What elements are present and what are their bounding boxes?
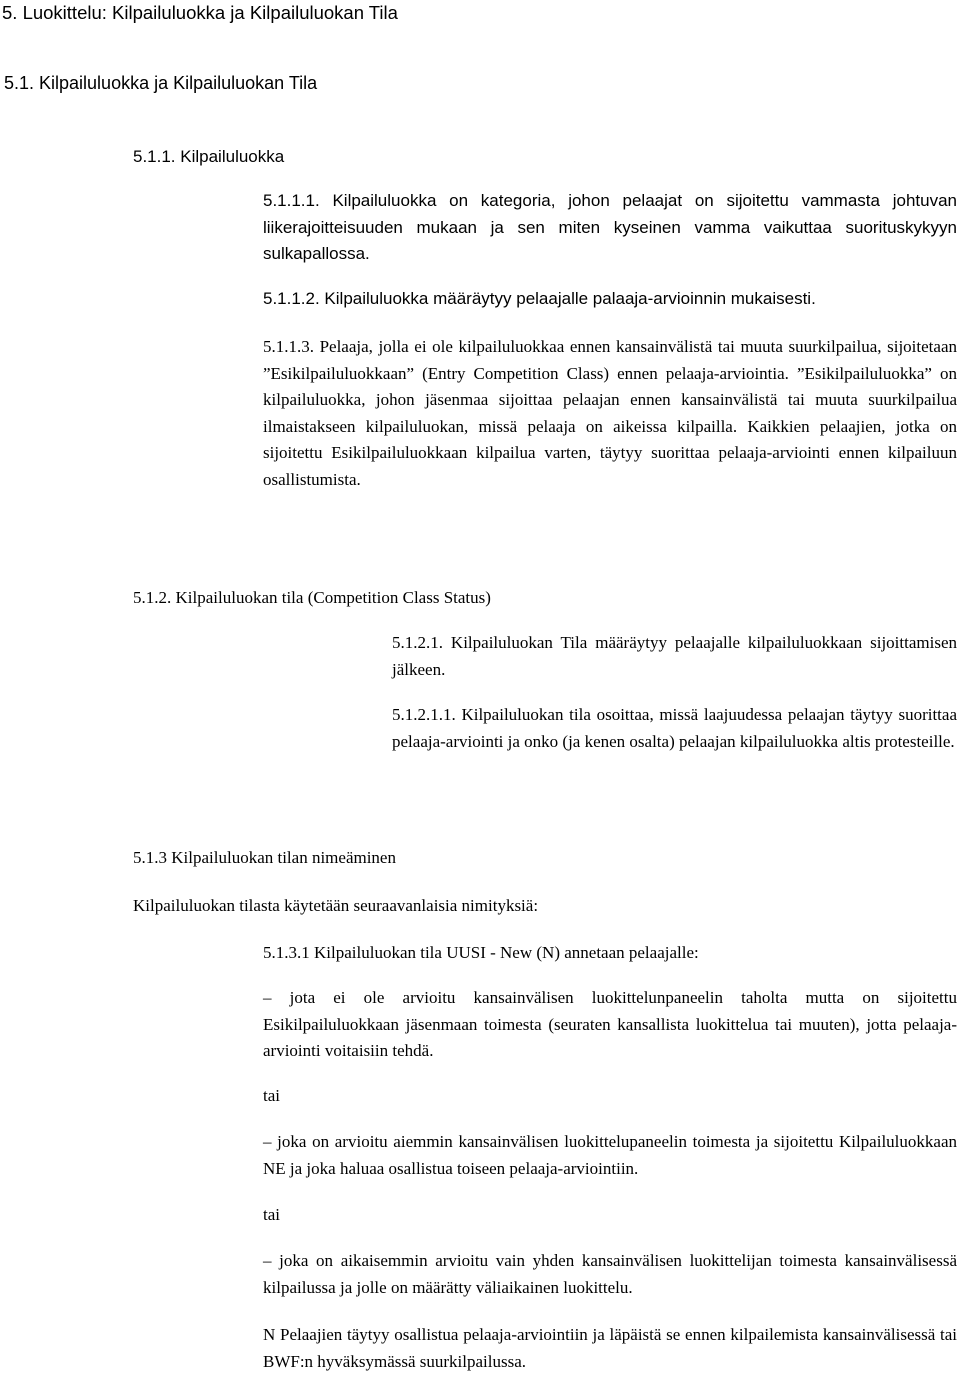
or-separator: tai — [263, 1086, 280, 1105]
paragraph-5-1-2-1-1: 5.1.2.1.1. Kilpailuluokan tila osoittaa, missä laajuudessa pelaajan täytyy suorittaa pelaaja-arviointi ja onko (ja kenen osalta) pelaajan kilpailuluokka altis protesteille. — [392, 705, 957, 751]
paragraph-5-1-1-3: 5.1.1.3. Pelaaja, jolla ei ole kilpailuluokkaa ennen kansainvälistä tai muuta suurkilpailua, sijoitetaan ”Esikilpailuluokkaan” (Entry Competition Class) ennen pelaaja-arviointia. ”Esikilpailuluokka” on kilpailuluokka, johon jäsenmaa sijoittaa pelaajan ennen kansainvälistä tai muuta suurkilpailua ilmaistakseen kilpailuluokan, missä pelaaja on aikeissa kilpailla. Kaikkien pelaajien, jotka on sijoitettu Esikilpailuluokkaan kilpailua varten, täytyy suorittaa pelaaja-arviointi ennen kilpailuun osallistumista. — [263, 337, 957, 489]
section-5-heading: 5. Luokittelu: Kilpailuluokka ja Kilpailuluokan Tila — [2, 2, 398, 23]
section-5-1-heading: 5.1. Kilpailuluokka ja Kilpailuluokan Tila — [4, 73, 318, 93]
paragraph-5-1-1-2: 5.1.1.2. Kilpailuluokka määräytyy pelaajalle palaaja-arvioinnin mukaisesti. — [263, 289, 816, 308]
section-5-1-3-heading: 5.1.3 Kilpailuluokan tilan nimeäminen — [133, 848, 396, 867]
section-5-1-2-heading: 5.1.2. Kilpailuluokan tila (Competition Class Status) — [133, 588, 491, 607]
bullet-item: – joka on aikaisemmin arvioitu vain yhden kansainvälisen luokittelijan toimesta kansainvälisessä kilpailussa ja jolle on määrätty väliaikainen luokittelu. — [263, 1251, 957, 1297]
paragraph-5-1-1-1: 5.1.1.1. Kilpailuluokka on kategoria, johon pelaajat on sijoitettu vammasta johtuvan liikerajoitteisuuden mukaan ja sen miten kyseinen vamma vaikuttaa suorituskykyyn sulkapallossa. — [263, 191, 957, 263]
intro-5-1-3: Kilpailuluokan tilasta käytetään seuraavanlaisia nimityksiä: — [133, 896, 539, 915]
bullet-item: – jota ei ole arvioitu kansainvälisen luokittelunpaneelin taholta mutta on sijoitettu Esikilpailuluokkaan jäsenmaan toimesta (seuraten kansallista luokittelua tai muuten), jotta pelaaja-arviointi voitaisiin tehdä. — [263, 988, 957, 1060]
paragraph-5-1-2-1: 5.1.2.1. Kilpailuluokan Tila määräytyy pelaajalle kilpailuluokkaan sijoittamisen jälkeen. — [392, 633, 957, 679]
note-n: N Pelaajien täytyy osallistua pelaaja-arviointiin ja läpäistä se ennen kilpailemista kansainvälisessä tai BWF:n hyväksymässä suurkilpailussa. — [263, 1325, 957, 1371]
bullet-item: – joka on arvioitu aiemmin kansainvälisen luokittelupaneelin toimesta ja sijoitettu Kilpailuluokkaan NE ja joka haluaa osallistua toiseen pelaaja-arviointiin. — [263, 1132, 957, 1178]
or-separator: tai — [263, 1205, 280, 1224]
section-5-1-1-heading: 5.1.1. Kilpailuluokka — [133, 147, 285, 166]
paragraph-5-1-3-1: 5.1.3.1 Kilpailuluokan tila UUSI - New (N) annetaan pelaajalle: — [263, 943, 699, 962]
